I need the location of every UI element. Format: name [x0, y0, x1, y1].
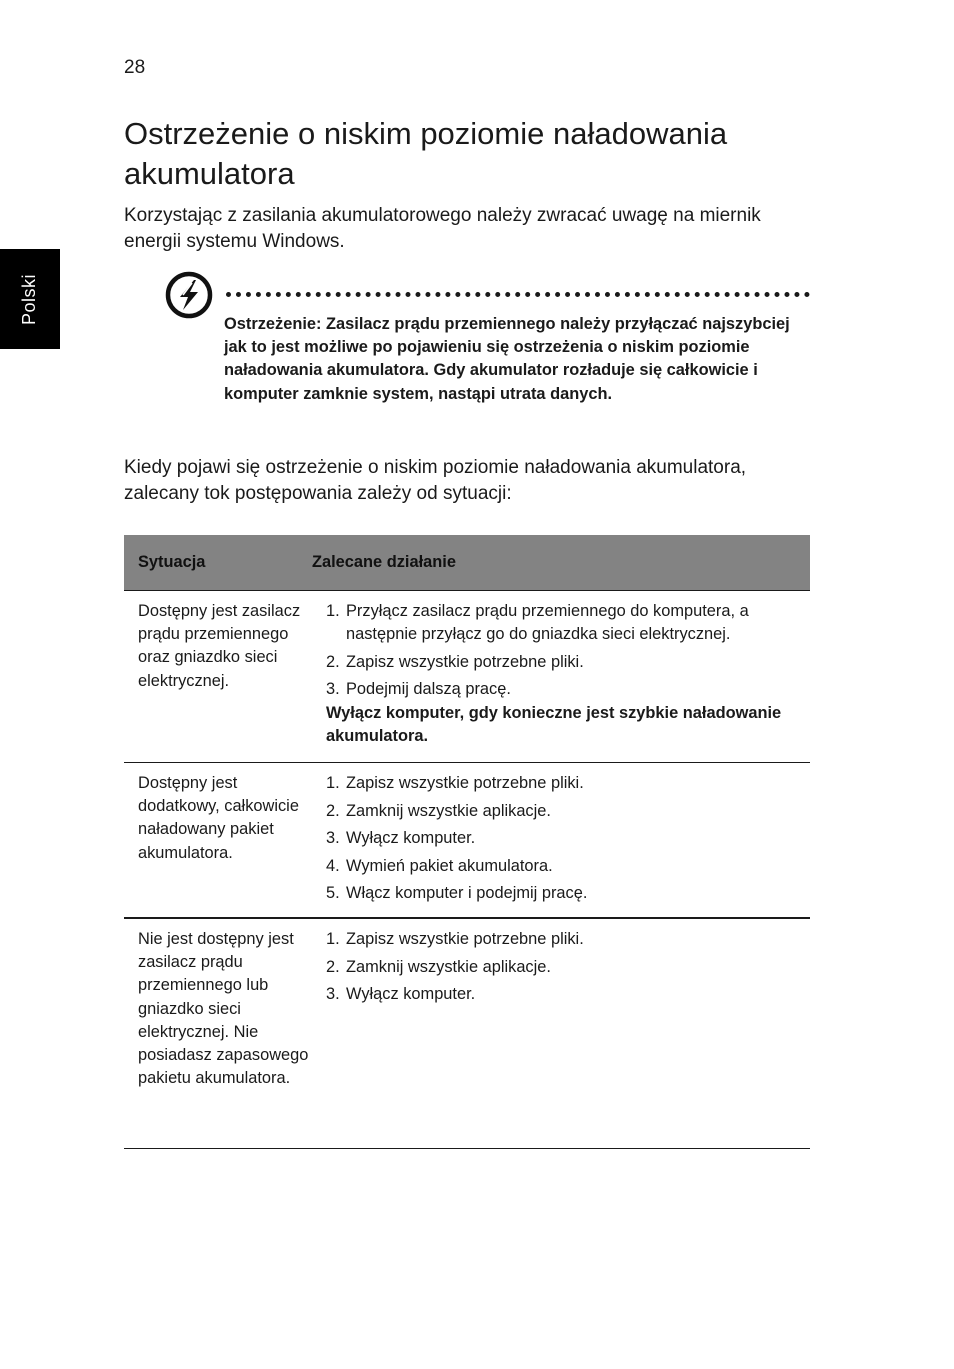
language-label: Polski [19, 273, 40, 325]
step-number: 4. [326, 856, 340, 875]
intro-paragraph: Korzystając z zasilania akumulatorowego należy zwracać uwagę na miernik energii systemu Windows. [124, 205, 761, 252]
language-side-tab [0, 249, 60, 349]
page-title: Ostrzeżenie o niskim poziomie naładowania akumulatora [124, 116, 728, 191]
step-item [326, 855, 800, 878]
situation-intro-paragraph: Kiedy pojawi się ostrzeżenie o niskim poziomie naładowania akumulatora, zalecany tok postępowania zależy od sytuacji: [124, 457, 747, 504]
actions-cell [326, 591, 810, 762]
step-item [326, 651, 800, 674]
recommended-actions-table [124, 535, 810, 1149]
step-item [326, 800, 800, 823]
situation-cell: Dostępny jest zasilacz prądu przemiennego oraz gniazdko sieci elektrycznej. [138, 602, 301, 690]
step-text: Włącz komputer i podejmij pracę. [346, 884, 588, 902]
step-text: Zapisz wszystkie potrzebne pliki. [346, 930, 584, 948]
table-header [124, 535, 810, 590]
step-number: 3. [326, 985, 340, 1003]
step-number: 1. [326, 602, 340, 620]
header-situation: Sytuacja [138, 553, 206, 571]
page-number: 28 [124, 57, 146, 78]
action-note: Wyłącz komputer, gdy konieczne jest szybkie naładowanie akumulatora. [326, 703, 782, 745]
step-text: Wyłącz komputer. [346, 829, 476, 847]
step-number: 2. [326, 801, 340, 820]
step-number: 3. [326, 829, 340, 847]
table-row [124, 917, 810, 1149]
situation-cell: Nie jest dostępny jest zasilacz prądu przemiennego lub gniazdko sieci elektrycznej. Nie posiadasz zapasowego pakietu akumulatora. [138, 930, 309, 1088]
step-item [326, 928, 800, 951]
step-number: 1. [326, 774, 340, 792]
warning-text: Ostrzeżenie: Zasilacz prądu przemiennego należy przyłączać najszybciej jak to jest możliwe po pojawieniu się ostrzeżenia o niskim poziomie naładowania akumulatora. Gdy akumulator rozładuje się całkowicie i komputer zamknie system, nastąpi utrata danych. [224, 315, 790, 403]
table-row [124, 762, 810, 917]
warning-divider [226, 292, 810, 297]
step-item [326, 882, 800, 905]
header-recommended-action: Zalecane działanie [312, 553, 456, 571]
lightning-warning-icon [165, 271, 213, 319]
step-number: 2. [326, 652, 340, 671]
step-text: Wymień pakiet akumulatora. [346, 856, 553, 875]
table-row [124, 590, 810, 762]
step-item [326, 600, 800, 646]
situation-cell: Dostępny jest dodatkowy, całkowicie naładowany pakiet akumulatora. [138, 774, 299, 862]
step-item [326, 827, 800, 850]
step-text: Podejmij dalszą pracę. [346, 680, 511, 698]
step-item [326, 678, 800, 701]
step-item [326, 983, 800, 1006]
step-text: Zapisz wszystkie potrzebne pliki. [346, 652, 584, 671]
step-text: Zamknij wszystkie aplikacje. [346, 957, 551, 976]
step-number: 1. [326, 930, 340, 948]
step-item [326, 956, 800, 979]
step-text: Przyłącz zasilacz prądu przemiennego do komputera, a następnie przyłącz go do gniazdka sieci elektrycznej. [346, 602, 749, 643]
step-item [326, 772, 800, 795]
step-number: 3. [326, 680, 340, 698]
step-text: Zamknij wszystkie aplikacje. [346, 801, 551, 820]
actions-cell [326, 919, 810, 1148]
step-text: Zapisz wszystkie potrzebne pliki. [346, 774, 584, 792]
step-number: 2. [326, 957, 340, 976]
actions-cell [326, 763, 810, 917]
step-text: Wyłącz komputer. [346, 985, 476, 1003]
step-number: 5. [326, 884, 340, 902]
